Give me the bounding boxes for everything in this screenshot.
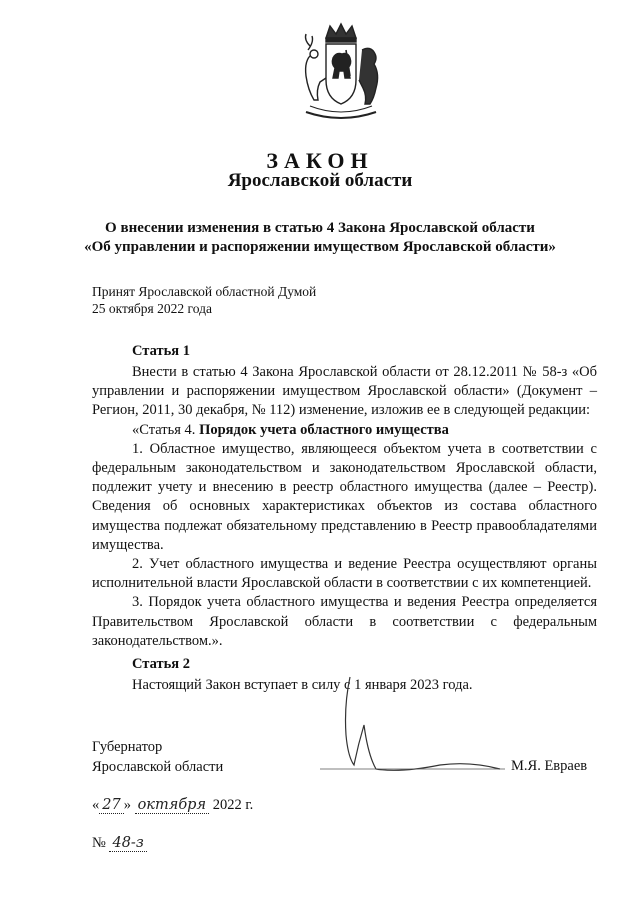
date-day: 27: [99, 797, 123, 814]
date-open-quote: «: [92, 797, 100, 813]
article-1-intro: Внести в статью 4 Закона Ярославской области от 28.12.2011 № 58-з «Об управлении и распоряжении имуществом Ярославской области» (Документ – Регион, 2011, 30 декабря, № 112) изменение, изложив ее в следующей редакции:: [92, 364, 597, 419]
number-value: 48-з: [109, 835, 146, 852]
coat-of-arms-emblem: [288, 20, 394, 126]
adoption-line-1: Принят Ярославской областной Думой: [92, 284, 317, 299]
signatory-position: [92, 738, 223, 777]
signatory-name: М.Я. Евраев: [511, 758, 588, 774]
signing-date: [92, 797, 253, 814]
handwritten-signature: [320, 665, 510, 795]
law-region: Ярославской области: [227, 170, 413, 191]
law-number: [92, 835, 147, 852]
article-2-heading: Статья 2: [132, 656, 190, 672]
article-1-new-title: [92, 421, 597, 440]
article-2-text: Настоящий Закон вступает в силу с 1 января 2023 года.: [132, 677, 473, 693]
subject-line-2: «Об управлении и распоряжении имуществом Ярославской области»: [84, 239, 556, 255]
article-1-paragraph-1: 1. Областное имущество, являющееся объектом учета в соответствии с федеральным законодательством и законодательством Ярославской области, подлежит учету и внесению в реестр областного имущества (далее – Реестр). Сведения об основных характеристиках объектов из состава областного имущества подлежат обязательному представлению в Реестр правообладателями имущества.: [92, 440, 597, 553]
date-month: октября: [135, 797, 209, 814]
number-prefix: №: [92, 835, 106, 851]
article-1-body: [92, 363, 597, 651]
date-year: 2022 г.: [212, 797, 254, 813]
article-1-paragraph-2: 2. Учет областного имущества и ведение Реестра осуществляют органы исполнительной власти Ярославской области в соответствии с их компетенцией.: [92, 556, 597, 592]
law-title: ЗАКОН: [266, 148, 374, 173]
law-subject: [0, 219, 640, 257]
adoption-info: [92, 283, 316, 317]
article-1-paragraph-3: 3. Порядок учета областного имущества и ведения Реестра определяется Правительством Ярославской области в соответствии с федеральным законодательством.».: [92, 594, 597, 649]
new-title-prefix: «Статья 4.: [132, 421, 196, 438]
date-close-quote: »: [123, 797, 131, 813]
position-line-2: Ярославской области: [92, 758, 224, 775]
adoption-date: 25 октября 2022 года: [92, 301, 212, 316]
subject-line-1: О внесении изменения в статью 4 Закона Ярославской области: [105, 220, 535, 236]
position-line-1: Губернатор: [92, 739, 163, 755]
new-title-bold: Порядок учета областного имущества: [199, 421, 449, 438]
article-1-heading: Статья 1: [132, 343, 190, 359]
